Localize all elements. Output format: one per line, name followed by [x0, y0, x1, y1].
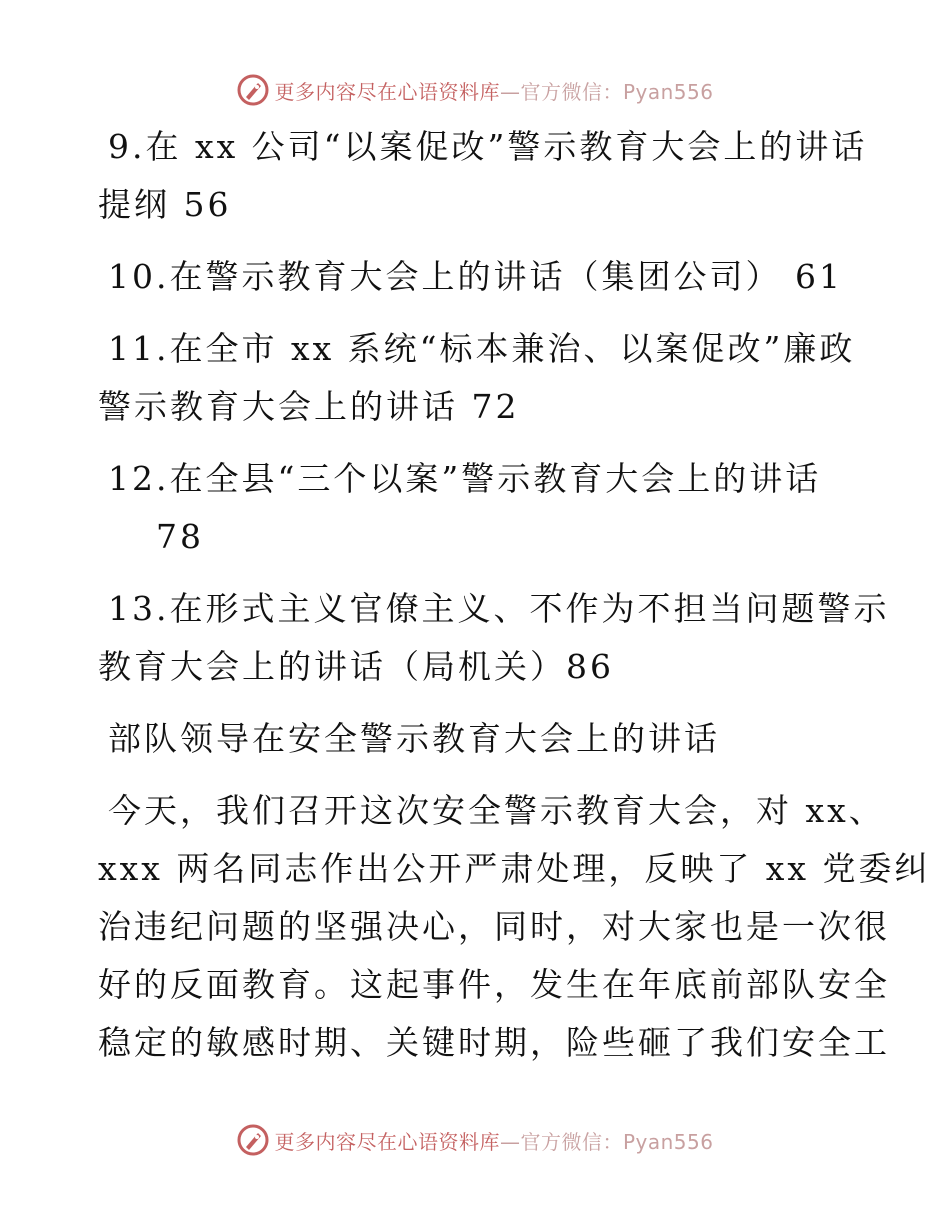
paragraph-line: 今天，我们召开这次安全警示教育大会，对 xx、: [108, 791, 885, 830]
toc-entry-line: 9.在 xx 公司“以案促改”警示教育大会上的讲话: [108, 127, 868, 166]
toc-entry-line: 警示教育大会上的讲话 72: [98, 387, 520, 426]
toc-entry: [98, 248, 858, 306]
toc-entry-line: 10.在警示教育大会上的讲话（集团公司） 61: [108, 257, 843, 296]
pen-nib-logo-icon: [236, 73, 270, 107]
paragraph-line: 稳定的敏感时期、关键时期，险些砸了我们安全工: [98, 1023, 890, 1062]
toc-entry-line: 78: [156, 517, 204, 556]
article-title: 部队领导在安全警示教育大会上的讲话: [108, 719, 720, 758]
toc-entry: [98, 118, 868, 234]
article-paragraph: [98, 782, 931, 1072]
watermark-text: 更多内容尽在心语资料库—官方微信：Pyan556: [274, 1129, 714, 1154]
toc-entry: [98, 450, 858, 566]
pen-nib-logo-icon: [236, 1123, 270, 1157]
paragraph-line: xxx 两名同志作出公开严肃处理，反映了 xx 党委纠: [98, 849, 931, 888]
toc-entry-line: 教育大会上的讲话（局机关）86: [98, 647, 614, 686]
watermark-text: 更多内容尽在心语资料库—官方微信：Pyan556: [274, 79, 714, 104]
toc-entry-line: 提纲 56: [98, 185, 232, 224]
paragraph-line: 治违纪问题的坚强决心，同时，对大家也是一次很: [98, 907, 890, 946]
toc-entry: [98, 580, 890, 696]
toc-entry-line: 13.在形式主义官僚主义、不作为不担当问题警示: [108, 589, 890, 628]
footer-watermark: [0, 1120, 950, 1160]
toc-entry-line: 11.在全市 xx 系统“标本兼治、以案促改”廉政: [108, 329, 856, 368]
header-watermark: [0, 70, 950, 110]
toc-entry-line: 12.在全县“三个以案”警示教育大会上的讲话: [108, 459, 822, 498]
toc-entry: [98, 320, 858, 436]
document-body: [98, 118, 931, 1072]
paragraph-line: 好的反面教育。这起事件，发生在年底前部队安全: [98, 965, 890, 1004]
